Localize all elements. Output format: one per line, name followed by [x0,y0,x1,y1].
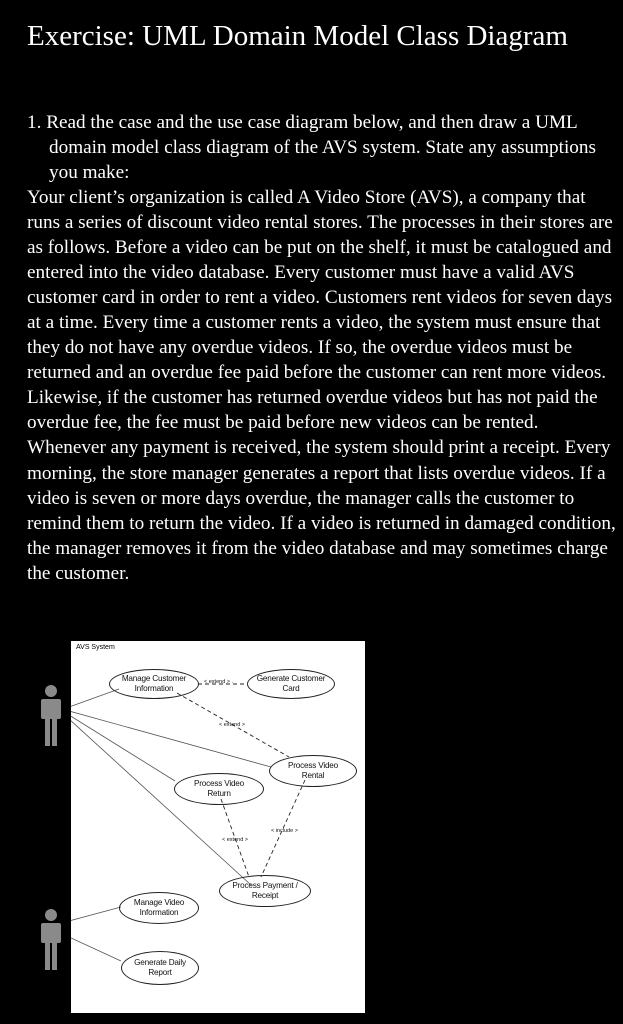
assoc-manager-report [71,937,121,961]
assoc-manager-manage-video [71,907,121,921]
usecase-process-return-label: Process Video Return [193,779,245,798]
diagram-lines [71,641,365,1013]
usecase-manage-customer [109,669,199,699]
extend-label-return: < extend > [222,837,248,843]
actor-figure-icon [37,684,65,748]
use-case-diagram [71,641,365,1013]
usecase-process-rental-label: Process Video Rental [287,761,339,780]
usecase-process-return [174,773,264,805]
manager-actor [37,908,65,977]
include-label-payment: < include > [271,828,298,834]
assoc-clerk-rental [71,711,271,767]
system-boundary-label: AVS System [76,644,115,651]
usecase-process-rental [269,755,357,787]
page-title: Exercise: UML Domain Model Class Diagram [27,20,568,52]
usecase-process-payment [219,875,311,907]
extend-label-card: < extend > . [204,679,234,685]
usecase-manage-video-label: Manage Video Information [133,898,185,917]
usecase-generate-card-label: Generate Customer Card [256,674,326,693]
extend-label-rental: < extend > [219,722,245,728]
usecase-generate-card [247,669,335,699]
usecase-manage-video [119,892,199,924]
clerk-actor [37,684,65,753]
usecase-generate-report-label: Generate Daily Report [134,958,186,977]
usecase-process-payment-label: Process Payment / Receipt [232,881,298,900]
usecase-manage-customer-label: Manage Customer Information [121,674,187,693]
assoc-clerk-return [71,715,175,781]
usecase-generate-report [121,951,199,985]
question-text: 1. Read the case and the use case diagram below, and then draw a UML domain model class diagram of the AVS system. State any assumptions you make: [27,112,596,183]
assoc-clerk-manage-customer [71,689,119,707]
actor-figure-icon [37,908,65,972]
case-description: Your client’s organization is called A Video Store (AVS), a company that runs a series of discount video rental stores. The processes in their stores are as follows. Before a video can be put on the shelf, it must be catalogued and entered into the video database. Every customer must have a valid AVS customer card in order to rent a video. Customers rent videos for seven days at a time. Every time a customer rents a video, the system must ensure that they do not have any overdue videos. If so, the overdue videos must be returned and an overdue fee paid before the customer can rent more videos. Likewise, if the customer has returned overdue videos but has not paid the overdue fee, the fee must be paid before new videos can be rented. Whenever any payment is received, the system should print a receipt. Every morning, the store manager generates a report that lists overdue videos. If a video is seven or more days overdue, the manager calls the customer to remind them to return the video. If a video is returned in damaged condition, the manager removes it from the video database and may sometimes charge the customer. [27,187,616,584]
